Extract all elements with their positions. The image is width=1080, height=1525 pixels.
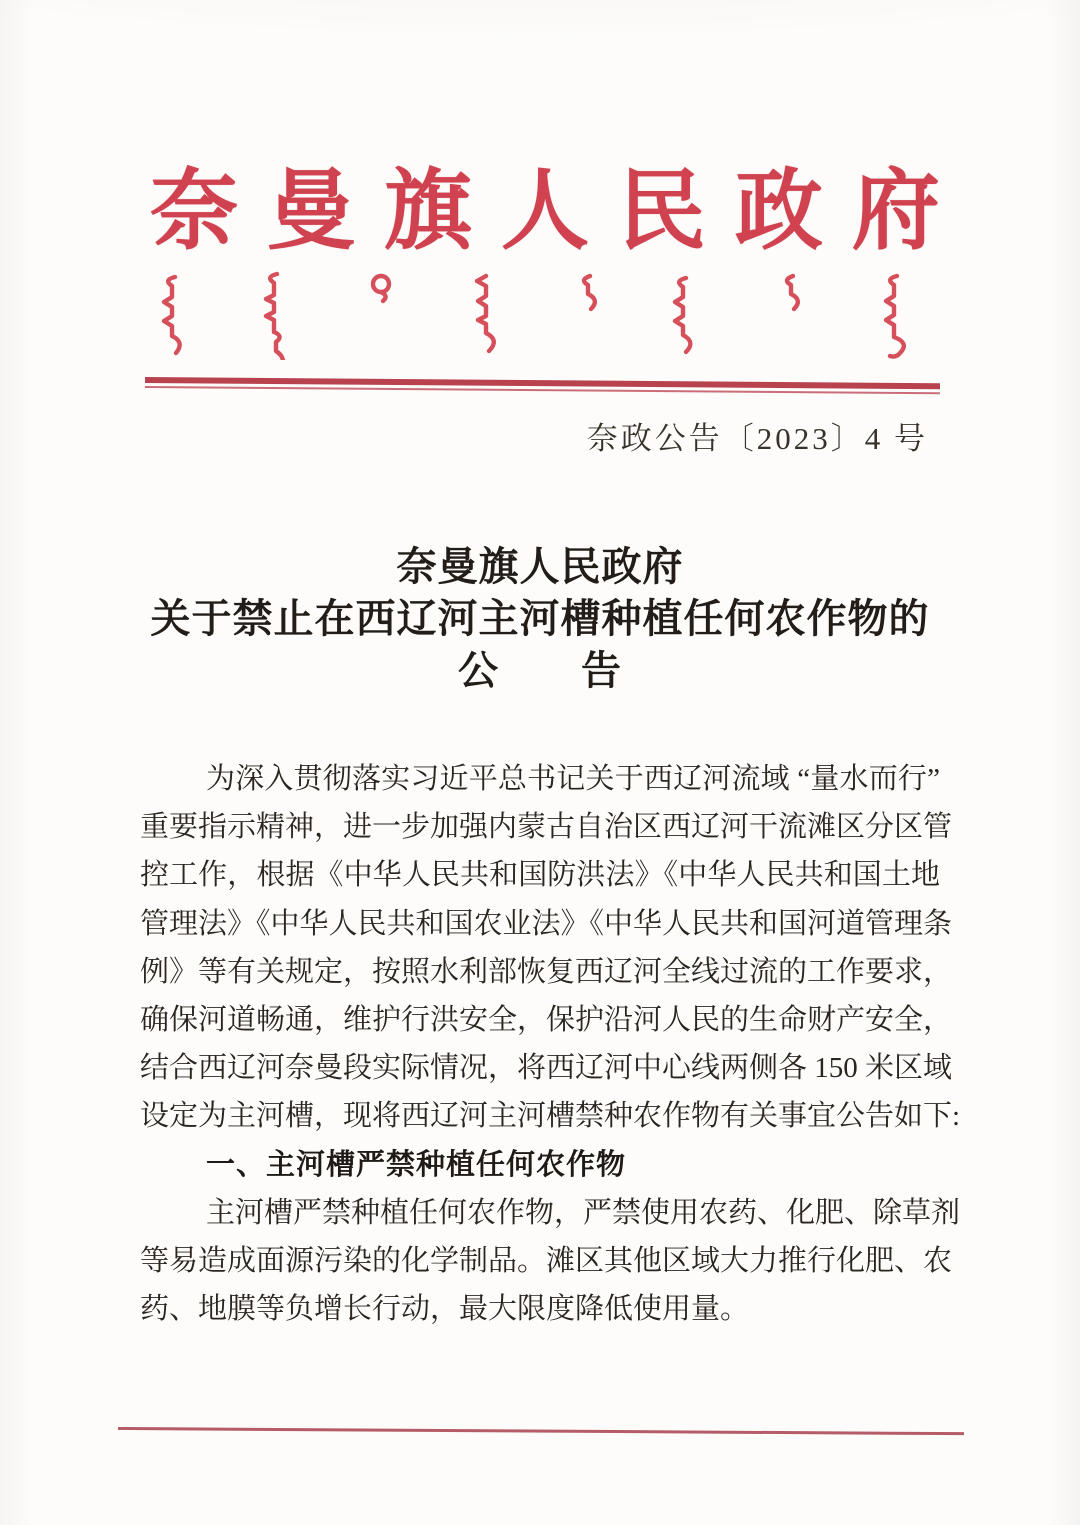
title-line-3: 公 告	[458, 648, 622, 693]
footer-line	[118, 1427, 964, 1435]
title-line-1: 奈曼旗人民政府	[396, 544, 684, 589]
org-name-char: 曼	[266, 164, 355, 261]
mongolian-script-icon	[150, 268, 940, 360]
section-1-heading: 一、主河槽严禁种植任何农作物	[206, 1148, 627, 1181]
org-name-char: 人	[500, 164, 589, 261]
org-name-char: 奈	[150, 164, 239, 261]
doc-number: 奈政公告〔2023〕4 号	[586, 421, 928, 456]
document-title	[90, 541, 990, 697]
body-line: 管理法》《中华人民共和国农业法》《中华人民共和国河道管理条	[140, 907, 953, 940]
body-line: 主河槽严禁种植任何农作物，严禁使用农药、化肥、除草剂	[206, 1196, 961, 1229]
body-line: 控工作，根据《中华人民共和国防洪法》《中华人民共和国土地	[140, 859, 940, 892]
title-line-2: 关于禁止在西辽河主河槽种植任何农作物的	[150, 596, 930, 641]
body-line: 重要指示精神，进一步加强内蒙古自治区西辽河干流滩区分区管	[140, 811, 953, 844]
body-line: 设定为主河槽，现将西辽河主河槽禁种农作物有关事宜公告如下:	[140, 1100, 961, 1133]
body-line: 等易造成面源污染的化学制品。滩区其他区域大力推行化肥、农	[140, 1245, 953, 1278]
body-line: 确保河道畅通，维护行洪安全，保护沿河人民的生命财产安全，	[140, 1004, 953, 1037]
letterhead-separator	[145, 377, 940, 394]
org-name-char: 府	[851, 164, 940, 261]
org-name-char: 政	[734, 164, 823, 261]
body-line: 药、地膜等负增长行动，最大限度降低使用量。	[140, 1293, 750, 1326]
document-body	[140, 755, 961, 1333]
letterhead-org-name	[150, 150, 940, 261]
body-line: 为深入贯彻落实习近平总书记关于西辽河流域 “量水而行”	[206, 763, 940, 795]
body-line: 结合西辽河奈曼段实际情况，将西辽河中心线两侧各 150 米区域	[140, 1052, 953, 1085]
org-name-char: 民	[617, 164, 706, 261]
org-name-char: 旗	[383, 164, 472, 261]
body-line: 例》等有关规定，按照水利部恢复西辽河全线过流的工作要求，	[140, 955, 953, 988]
